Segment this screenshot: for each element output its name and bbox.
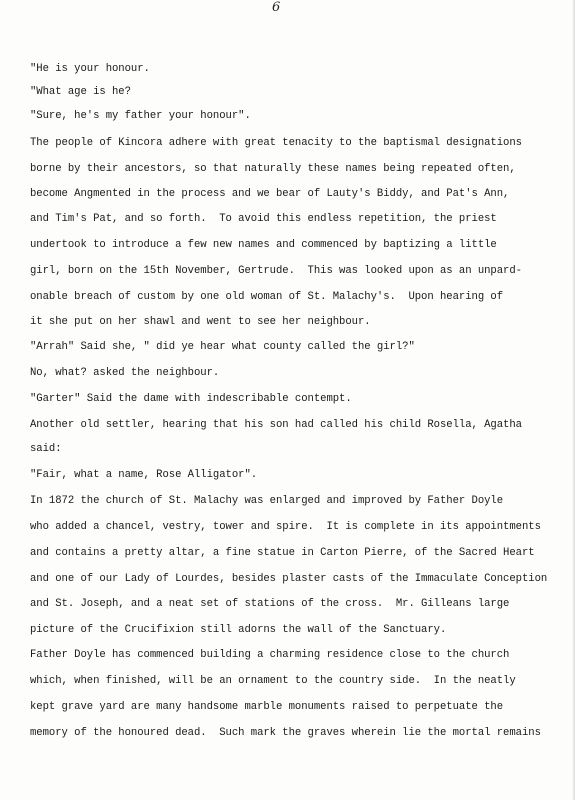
text-line: Father Doyle has commenced building a charming residence close to the church bbox=[30, 649, 510, 661]
text-line: "Sure, he's my father your honour". bbox=[30, 110, 251, 122]
text-line: "What age is he? bbox=[30, 86, 131, 98]
text-line: The people of Kincora adhere with great tenacity to the baptismal designations bbox=[30, 137, 522, 149]
text-line: "He is your honour. bbox=[30, 63, 150, 75]
text-line: In 1872 the church of St. Malachy was enlarged and improved by Father Doyle bbox=[30, 495, 504, 507]
text-line: become Angmented in the process and we bear of Lauty's Biddy, and Pat's Ann, bbox=[30, 188, 510, 200]
text-line: which, when finished, will be an ornament to the country side. In the neatly bbox=[30, 675, 516, 687]
page-number: 6 bbox=[272, 0, 281, 15]
text-line: said: bbox=[30, 443, 62, 455]
text-line: undertook to introduce a few new names and commenced by baptizing a little bbox=[30, 239, 497, 251]
text-line: "Garter" Said the dame with indescribable contempt. bbox=[30, 393, 352, 405]
text-line: and one of our Lady of Lourdes, besides plaster casts of the Immaculate Conception bbox=[30, 573, 548, 585]
text-line: girl, born on the 15th November, Gertrude. This was looked upon as an unpard- bbox=[30, 265, 522, 277]
text-line: picture of the Crucifixion still adorns the wall of the Sanctuary. bbox=[30, 624, 447, 636]
text-line: and contains a pretty altar, a fine statue in Carton Pierre, of the Sacred Heart bbox=[30, 547, 535, 559]
text-line: and Tim's Pat, and so forth. To avoid this endless repetition, the priest bbox=[30, 213, 497, 225]
text-line: kept grave yard are many handsome marble monuments raised to perpetuate the bbox=[30, 701, 504, 713]
text-line: it she put on her shawl and went to see her neighbour. bbox=[30, 316, 371, 328]
text-line: Another old settler, hearing that his son had called his child Rosella, Agatha bbox=[30, 419, 522, 431]
text-line: onable breach of custom by one old woman of St. Malachy's. Upon hearing of bbox=[30, 291, 504, 303]
text-line: "Fair, what a name, Rose Alligator". bbox=[30, 469, 258, 481]
text-line: memory of the honoured dead. Such mark the graves wherein lie the mortal remains bbox=[30, 727, 541, 739]
text-line: who added a chancel, vestry, tower and spire. It is complete in its appointments bbox=[30, 521, 541, 533]
text-line: No, what? asked the neighbour. bbox=[30, 367, 220, 379]
text-line: "Arrah" Said she, " did ye hear what county called the girl?" bbox=[30, 341, 415, 353]
text-line: and St. Joseph, and a neat set of stations of the cross. Mr. Gilleans large bbox=[30, 598, 510, 610]
text-line: borne by their ancestors, so that naturally these names being repeated often, bbox=[30, 163, 516, 175]
